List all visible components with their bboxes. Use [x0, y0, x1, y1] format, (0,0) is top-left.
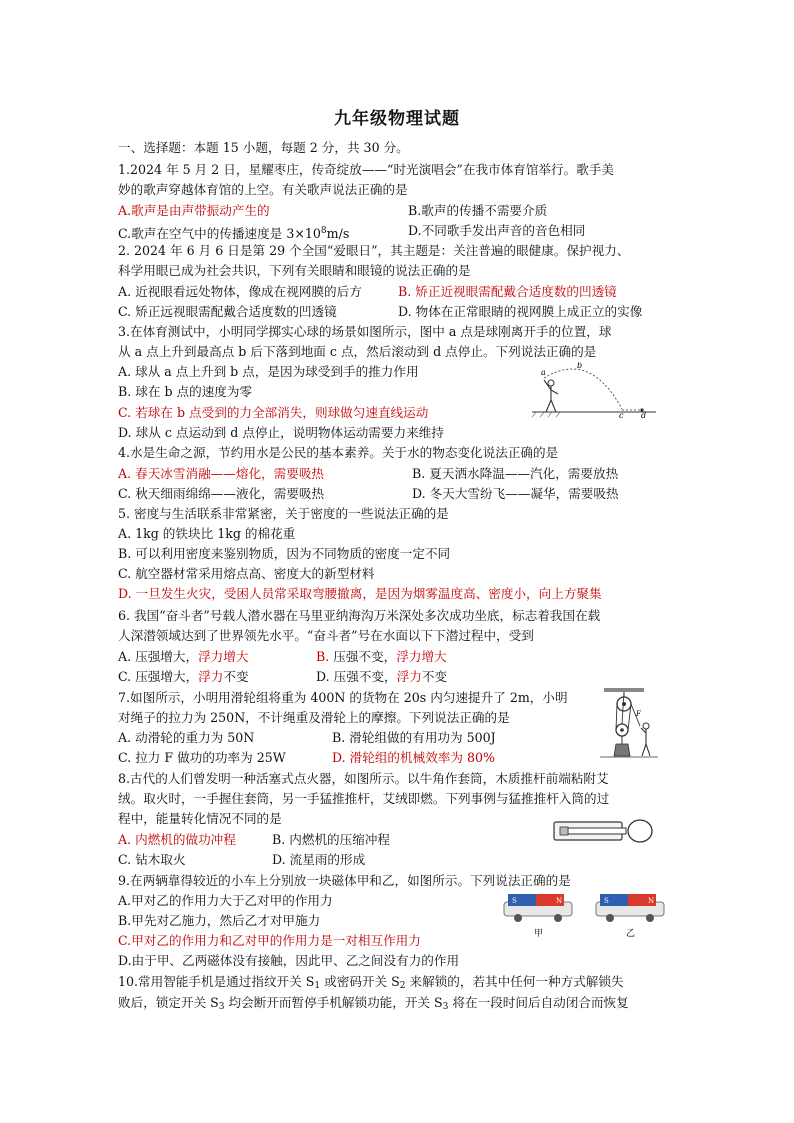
pole-jia-s: S — [512, 897, 517, 905]
q4-stem: 4.水是生命之源，节约用水是公民的基本素养。关于水的物态变化说法正确的是 — [118, 445, 559, 460]
pole-jia-n: N — [556, 897, 563, 905]
q8-stem-line2: 绒。取火时，一手握住套筒，另一手猛推推杆，艾绒即燃。下列事例与猛推推杆入筒的过 — [118, 791, 610, 806]
q1-option-d: D.不同歌手发出声音的音色相同 — [408, 223, 586, 238]
q2-stem-line2: 科学用眼已成为社会共识，下列有关眼睛和眼镜的说法正确的是 — [118, 263, 471, 278]
q9-option-c: C.甲对乙的作用力和乙对甲的作用力是一对相互作用力 — [118, 933, 421, 948]
label-d: d — [641, 411, 647, 418]
pulley-figure — [598, 686, 660, 762]
push-rod — [568, 828, 626, 834]
cart-jia — [504, 894, 572, 922]
q8-stem-line1: 8.古代的人们曾发明一种活塞式点火器，如图所示。以牛角作套筒，木质推杆前端粘附艾 — [118, 771, 609, 786]
q8-option-d: D. 流星雨的形成 — [272, 852, 366, 867]
q9-stem: 9.在两辆靠得较近的小车上分别放一块磁体甲和乙，如图所示。下列说法正确的是 — [118, 873, 571, 888]
q7-stem-line1: 7.如图所示，小明用滑轮组将重为 400N 的货物在 20s 内匀速提升了 2m，小明 — [118, 690, 568, 705]
q7-stem-line2: 对绳子的拉力为 250N，不计绳重及滑轮上的摩擦。下列说法正确的是 — [118, 710, 510, 725]
fire-piston-figure — [552, 816, 662, 846]
fixed-pulley-axle — [622, 702, 626, 706]
label-yi: 乙 — [626, 929, 636, 939]
ground-hatch — [532, 412, 560, 417]
q1-option-b: B.歌声的传播不需要介质 — [408, 203, 548, 218]
movable-pulley-axle — [620, 728, 624, 732]
q1-option-c: C.歌声在空气中的传播速度是 $3\times 10^8m/s$ — [118, 226, 350, 241]
label-c: c — [619, 411, 624, 418]
ceiling — [604, 688, 644, 692]
q6-option-d: D. 压强不变，浮力不变 — [316, 669, 447, 684]
q6-option-c: C. 压强增大，浮力不变 — [118, 669, 249, 684]
label-jia: 甲 — [534, 929, 544, 939]
q4-option-c: C. 秋天细雨绵绵——液化，需要吸热 — [118, 486, 325, 501]
q6-option-a: A. 压强增大，浮力增大 — [118, 649, 249, 664]
q2-option-b: B. 矫正近视眼需配戴合适度数的凹透镜 — [398, 284, 617, 299]
label-a: a — [541, 368, 546, 377]
q3-option-c: C. 若球在 b 点受到的力全部消失，则球做匀速直线运动 — [118, 405, 429, 420]
person-head — [643, 723, 649, 729]
q9-option-d: D.由于甲、乙两磁体没有接触，因此甲、乙之间没有力的作用 — [118, 953, 460, 968]
q8-option-b: B. 内燃机的压缩冲程 — [272, 832, 391, 847]
thrower-head — [548, 380, 554, 386]
q8-stem-line3: 程中，能量转化情况不同的是 — [118, 811, 282, 826]
q7-option-c: C. 拉力 F 做功的功率为 25W — [118, 750, 286, 765]
q9-option-b: B.甲先对乙施力，然后乙才对甲施力 — [118, 913, 321, 928]
q1-stem-line2: 妙的歌声穿越体育馆的上空。有关歌声说法正确的是 — [118, 182, 408, 197]
magnet-carts-figure — [500, 890, 670, 940]
q9-option-a: A.甲对乙的作用力大于乙对甲的作用力 — [118, 893, 333, 908]
q5-option-b: B. 可以利用密度来鉴别物质，因为不同物质的密度一定不同 — [118, 546, 451, 561]
q4-option-d: D. 冬天大雪纷飞——凝华，需要吸热 — [412, 486, 619, 501]
tinder — [560, 827, 568, 835]
q2-option-a: A. 近视眼看远处物体，像成在视网膜的后方 — [118, 284, 362, 299]
pole-yi-s: S — [604, 897, 609, 905]
person-body — [641, 728, 650, 756]
q7-option-d: D. 滑轮组的机械效率为 80% — [332, 750, 495, 765]
q3-stem-line2: 从 a 点上升到最高点 b 后下落到地面 c 点，然后滚动到 d 点停止。下列说法正确的是 — [118, 344, 597, 359]
q7-option-b: B. 滑轮组做的有用功为 500J — [332, 730, 496, 745]
trajectory — [544, 369, 622, 409]
q3-option-a: A. 球从 a 点上升到 b 点，是因为球受到手的推力作用 — [118, 364, 419, 379]
pole-yi-n: N — [648, 897, 655, 905]
q8-option-a: A. 内燃机的做功冲程 — [118, 832, 236, 847]
label-b: b — [577, 362, 583, 370]
cargo — [614, 744, 630, 756]
q5-option-d: D. 一旦发生火灾，受困人员常采取弯腰撤离，是因为烟雾温度高、密度小，向上方聚集 — [118, 586, 602, 601]
section-heading: 一、选择题：本题 15 小题，每题 2 分，共 30 分。 — [118, 140, 409, 155]
q7-option-a: A. 动滑轮的重力为 50N — [118, 730, 255, 745]
shot-put-figure — [530, 362, 660, 418]
q6-option-b: B. 压强不变，浮力增大 — [316, 649, 447, 664]
q4-option-b: B. 夏天洒水降温——汽化，需要放热 — [412, 466, 619, 481]
q5-stem: 5. 密度与生活联系非常紧密，关于密度的一些说法正确的是 — [118, 506, 449, 521]
q5-option-a: A. 1kg 的铁块比 1kg 的棉花重 — [118, 526, 296, 541]
q6-stem-line1: 6. 我国“奋斗者”号载人潜水器在马里亚纳海沟万米深处多次成功坐底，标志着我国在载 — [118, 608, 601, 623]
q1-stem-line1: 1.2024 年 5 月 2 日，星耀枣庄，传奇绽放——“时光演唱会”在我市体育馆举行。歌手美 — [118, 162, 614, 177]
cart-yi — [596, 894, 664, 922]
q2-option-d: D. 物体在正常眼睛的视网膜上成正立的实像 — [398, 304, 643, 319]
q6-stem-line2: 人深潜领域达到了世界领先水平。“奋斗者”号在水面以下下潜过程中，受到 — [118, 628, 534, 643]
q10-line1: 10.常用智能手机是通过指纹开关 $S_1$ 或密码开关 $S_2$ 来解锁的，若其中任何一种方式解锁失 — [118, 974, 624, 991]
q4-option-a: A. 春天冰雪消融——熔化，需要吸热 — [118, 466, 325, 481]
q2-option-c: C. 矫正远视眼需配戴合适度数的凹透镜 — [118, 304, 337, 319]
q1-option-a: A.歌声是由声带振动产生的 — [118, 203, 270, 218]
q3-stem-line1: 3.在体育测试中，小明同学掷实心球的场景如图所示，图中 a 点是球刚离开手的位置，球 — [118, 324, 612, 339]
exam-title: 九年级物理试题 — [334, 109, 460, 129]
handle — [628, 820, 652, 842]
q10-line2: 败后，锁定开关 $S_3$ 均会断开而暂停手机解锁功能，开关 $S_3$ 将在一段时间后自动闭合而恢复 — [118, 995, 629, 1012]
q2-stem-line1: 2. 2024 年 6 月 6 日是第 29 个全国“爱眼日”，其主题是：关注普遍的眼健康。保护视力、 — [118, 243, 630, 258]
q3-option-b: B. 球在 b 点的速度为零 — [118, 384, 253, 399]
thrower-body — [544, 380, 558, 412]
q5-option-c: C. 航空器材常采用熔点高、密度大的新型材料 — [118, 566, 375, 581]
q8-option-c: C. 钻木取火 — [118, 852, 186, 867]
q3-option-d: D. 球从 c 点运动到 d 点停止，说明物体运动需要力来维持 — [118, 425, 444, 440]
force-label: F — [636, 710, 641, 718]
